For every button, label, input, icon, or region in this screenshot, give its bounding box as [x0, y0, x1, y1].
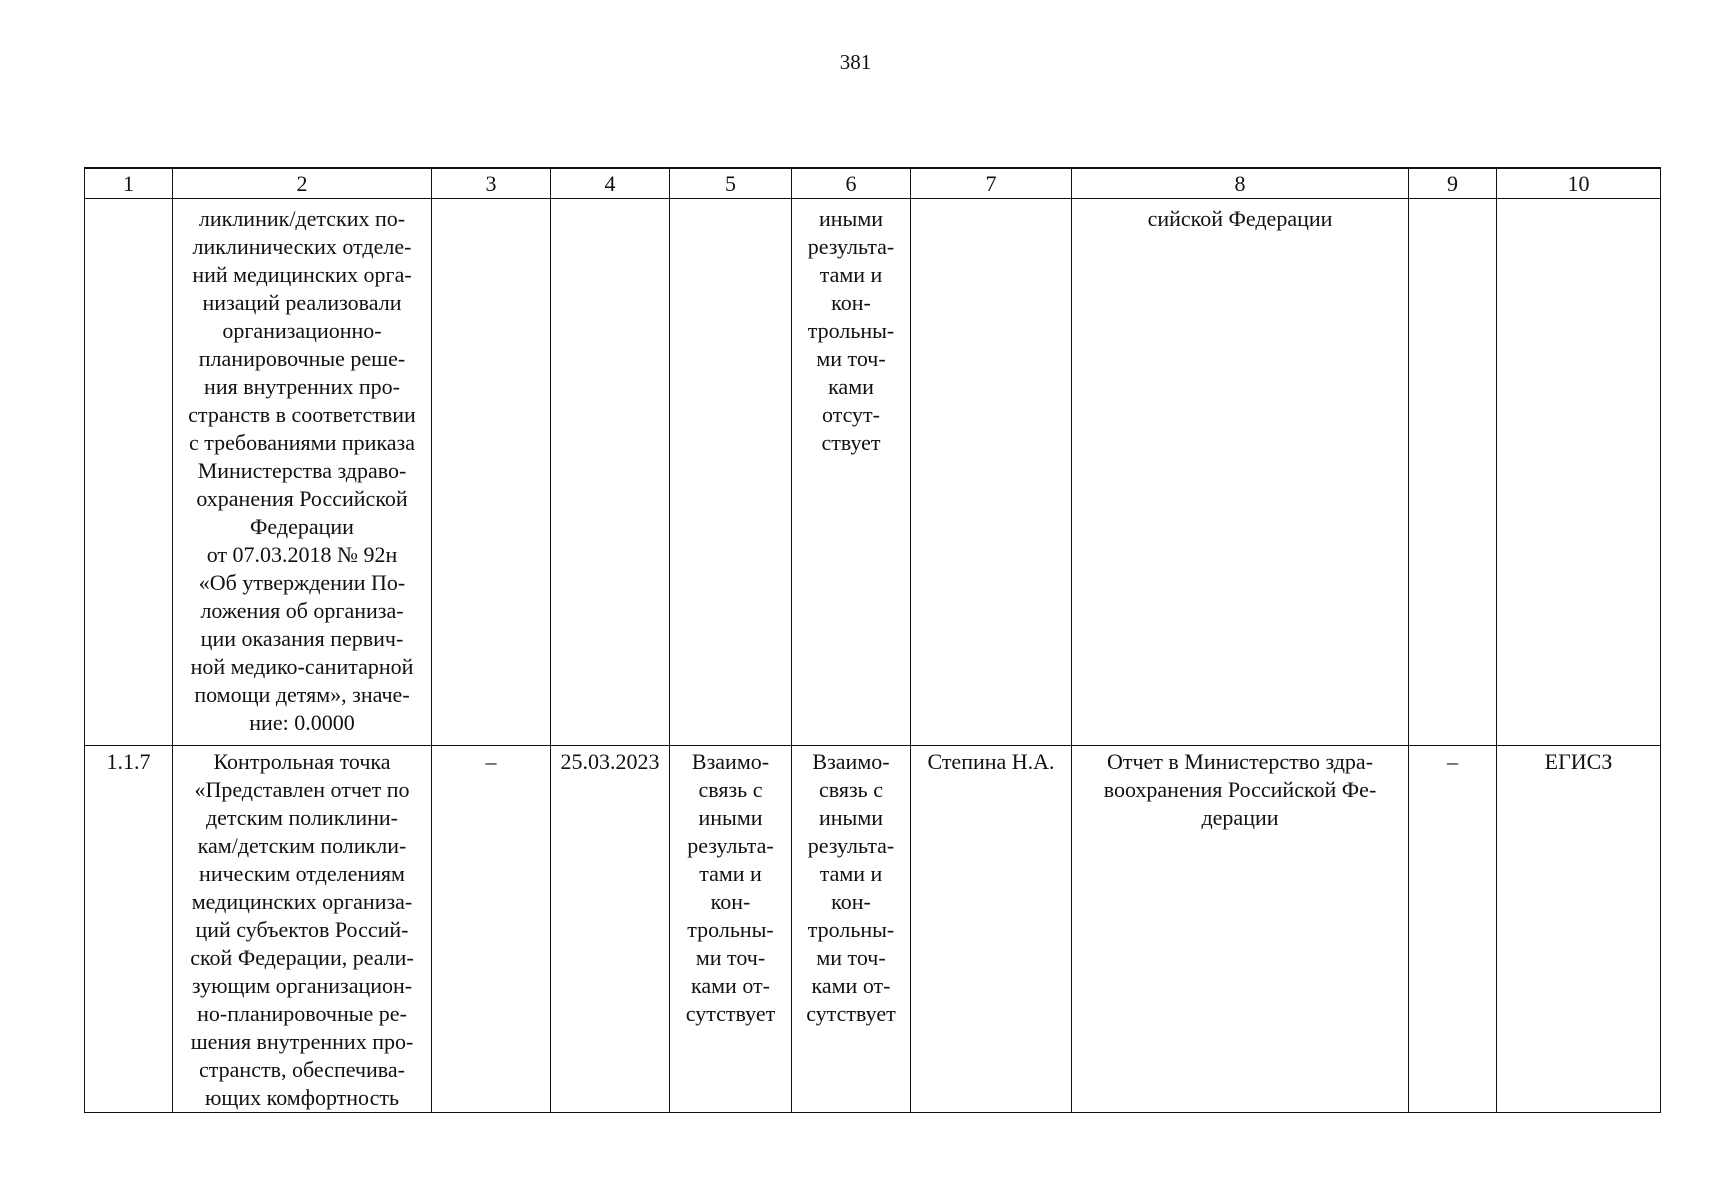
cell-text-line: сутствует [685, 1001, 776, 1026]
cell-text-line: дерации [1201, 805, 1279, 830]
cell-text-line: ликлиник/детских по- [198, 206, 406, 231]
cell-text-line: иными [698, 805, 763, 830]
cell-number [85, 746, 173, 1113]
cell-text-line: но-планировочные ре- [197, 1001, 407, 1026]
cell-end-date [551, 746, 670, 1113]
column-number-9: 9 [1409, 168, 1497, 199]
cell-text-line: 1.1.7 [106, 749, 151, 774]
cell-level [1409, 199, 1497, 746]
cell-start-date [432, 199, 551, 746]
cell-text-line: сутствует [806, 1001, 896, 1026]
cell-text-line: трольны- [687, 917, 774, 942]
cell-text-line: планировочные реше- [198, 346, 406, 371]
cell-text-line: 25.03.2023 [560, 749, 660, 774]
cell-system [1497, 199, 1661, 746]
cell-text-line: связь с [698, 777, 763, 802]
column-number-3: 3 [432, 168, 551, 199]
cell-text-line: странств, обеспечива- [199, 1057, 405, 1082]
cell-document [1072, 746, 1409, 1113]
cell-text-line: ми точ- [695, 945, 766, 970]
cell-text-line: с требованиями приказа [189, 430, 415, 455]
cell-end-date [551, 199, 670, 746]
cell-text-line: ции оказания первич- [200, 626, 404, 651]
cell-text-line: Федерации [250, 514, 354, 539]
cell-text-line: охранения Российской [196, 486, 408, 511]
column-number-10: 10 [1497, 168, 1661, 199]
cell-text-line: ками от- [811, 973, 891, 998]
cell-text-line: тами и [699, 861, 762, 886]
cell-text-line: отсут- [821, 402, 880, 427]
cell-text-line: кам/детским поликли- [197, 833, 407, 858]
cell-number [85, 199, 173, 746]
column-number-1: 1 [85, 168, 173, 199]
column-number-row [85, 168, 1661, 199]
cell-text-line: результа- [687, 833, 774, 858]
cell-text-line: ми точ- [816, 945, 886, 970]
cell-text-line: ной медико-санитарной [190, 654, 414, 679]
column-number-5: 5 [670, 168, 792, 199]
plan-table [84, 167, 1661, 1113]
cell-text-line: воохранения Российской Фе- [1103, 777, 1377, 802]
cell-description [173, 199, 432, 746]
cell-text-line: медицинских организа- [191, 889, 413, 914]
cell-text-line: ствует [821, 430, 881, 455]
column-number-8: 8 [1072, 168, 1409, 199]
cell-text-line: Степина Н.А. [927, 749, 1055, 774]
cell-text-line: Министерства здраво- [197, 458, 407, 483]
cell-text-line: низаций реализовали [202, 290, 402, 315]
table-row [85, 746, 1661, 1113]
cell-text-line: связь с [819, 777, 883, 802]
cell-text-line: ния внутренних про- [204, 374, 400, 399]
cell-text-line: организационно- [222, 318, 382, 343]
column-number-4: 4 [551, 168, 670, 199]
cell-text-line: шения внутренних про- [190, 1029, 414, 1054]
cell-successors [792, 746, 911, 1113]
cell-text-line: «Представлен отчет по [194, 777, 410, 802]
cell-text-line: ской Федерации, реали- [190, 945, 414, 970]
cell-text-line: трольны- [807, 318, 895, 343]
cell-text-line: ющих комфортность [204, 1085, 400, 1110]
cell-text-line: кон- [831, 889, 871, 914]
cell-text-line: «Об утверждении По- [198, 570, 406, 595]
cell-text-line: ние: 0.0000 [249, 710, 355, 735]
cell-responsible [911, 199, 1072, 746]
cell-text-line: ками от- [691, 973, 770, 998]
cell-text-line: результа- [807, 833, 895, 858]
cell-start-date [432, 746, 551, 1113]
table-row [85, 199, 1661, 746]
cell-text-line: кон- [710, 889, 751, 914]
column-number-7: 7 [911, 168, 1072, 199]
cell-text-line: – [1447, 749, 1458, 774]
cell-text-line: тами и [819, 262, 883, 287]
cell-text-line: кон- [831, 290, 871, 315]
page-number: 381 [839, 50, 872, 74]
cell-document [1072, 199, 1409, 746]
column-number-6: 6 [792, 168, 911, 199]
cell-text-line: ложения об организа- [200, 598, 404, 623]
cell-text-line: иными [818, 805, 884, 830]
cell-text-line: ническим отделениям [199, 861, 405, 886]
cell-text-line: странств в соответствии [188, 402, 416, 427]
cell-predecessors [670, 199, 792, 746]
cell-text-line: от 07.03.2018 № 92н [206, 542, 398, 567]
cell-system [1497, 746, 1661, 1113]
cell-responsible [911, 746, 1072, 1113]
cell-text-line: Отчет в Министерство здра- [1106, 749, 1374, 774]
cell-text-line: ками [828, 374, 874, 399]
cell-predecessors [670, 746, 792, 1113]
cell-text-line: сийской Федерации [1147, 206, 1333, 231]
cell-text-line: помощи детям», значе- [194, 682, 410, 707]
cell-text-line: зующим организацион- [191, 973, 413, 998]
cell-text-line: иными [818, 206, 884, 231]
cell-text-line: трольны- [807, 917, 895, 942]
cell-level [1409, 746, 1497, 1113]
column-number-2: 2 [173, 168, 432, 199]
cell-text-line: результа- [807, 234, 895, 259]
cell-text-line: – [485, 749, 497, 774]
cell-text-line: Взаимо- [812, 749, 890, 774]
cell-text-line: детским поликлини- [205, 805, 399, 830]
cell-text-line: ций субъектов Россий- [195, 917, 409, 942]
cell-successors [792, 199, 911, 746]
cell-text-line: ний медицинских орга- [192, 262, 412, 287]
cell-text-line: ликлинических отделе- [192, 234, 412, 259]
cell-text-line: ми точ- [816, 346, 886, 371]
cell-text-line: Взаимо- [691, 749, 770, 774]
cell-text-line: Контрольная точка [213, 749, 391, 774]
cell-text-line: ЕГИСЗ [1544, 749, 1613, 774]
cell-description [173, 746, 432, 1113]
cell-text-line: тами и [819, 861, 883, 886]
